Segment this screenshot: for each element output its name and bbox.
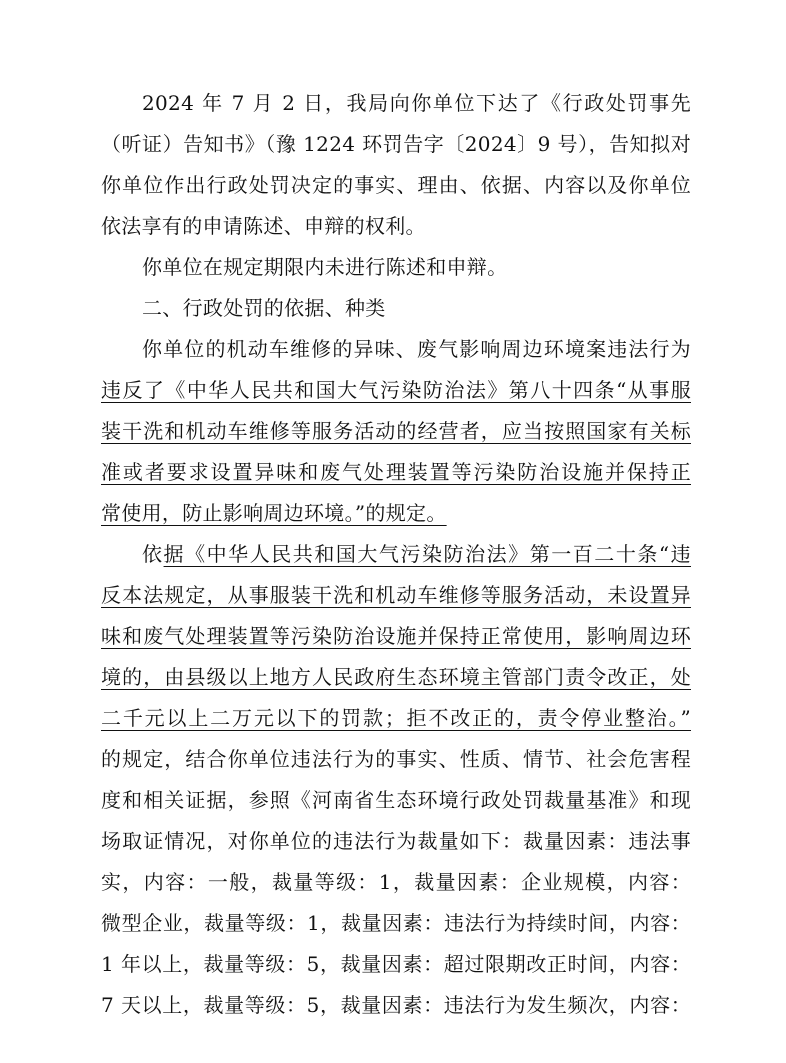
text-line: 你单位的机动车维修的异味、废气影响周边环境案违法行为 — [142, 337, 691, 361]
text-line: 你单位作出行政处罚决定的事实、理由、依据、内容以及你单位 — [101, 173, 691, 197]
text-line: 你单位在规定期限内未进行陈述和申辩。 — [142, 255, 508, 279]
text-line: 依法享有的申请陈述、申辩的权利。 — [101, 214, 426, 238]
underlined-line: 境的，由县级以上地方人民政府生态环境主管部门责令改正，处 — [101, 665, 691, 689]
underlined-line: 反本法规定，从事服装干洗和机动车维修等服务活动，未设置异 — [101, 583, 691, 607]
underlined-line: 味和废气处理装置等污染防治设施并保持正常使用，影响周边环 — [101, 624, 691, 648]
underlined-line: 常使用，防止影响周边环境。”的规定。 — [101, 501, 447, 525]
underlined-line: 违反了《中华人民共和国大气污染防治法》第八十四条“从事服 — [101, 378, 691, 402]
text-line: 度和相关证据，参照《河南省生态环境行政处罚裁量基准》和现 — [101, 788, 691, 812]
text-line: 2024 年 7 月 2 日，我局向你单位下达了《行政处罚事先 — [142, 91, 691, 115]
underlined-line: 准或者要求设置异味和废气处理装置等污染防治设施并保持正 — [101, 460, 691, 484]
text-line: 实，内容：一般，裁量等级：1，裁量因素：企业规模，内容： — [101, 870, 691, 894]
text-line: 7 天以上，裁量等级：5，裁量因素：违法行为发生频次，内容： — [101, 993, 691, 1017]
section-heading: 二、行政处罚的依据、种类 — [142, 296, 386, 320]
underlined-line: 二千元以上二万元以下的罚款；拒不改正的，责令停业整治。” — [101, 706, 691, 730]
text-line: （听证）告知书》（豫 1224 环罚告字〔2024〕9 号），告知拟对 — [101, 132, 691, 156]
underlined-line: 装干洗和机动车维修等服务活动的经营者，应当按照国家有关标 — [101, 419, 691, 443]
text-line: 1 年以上，裁量等级：5，裁量因素：超过限期改正时间，内容： — [101, 952, 691, 976]
text-line: 的规定，结合你单位违法行为的事实、性质、情节、社会危害程 — [101, 747, 691, 771]
text-line: 微型企业，裁量等级：1，裁量因素：违法行为持续时间，内容： — [101, 911, 691, 935]
text-line: 依据《中华人民共和国大气污染防治法》第一百二十条“违 — [142, 542, 691, 566]
text-line: 场取证情况，对你单位的违法行为裁量如下：裁量因素：违法事 — [101, 829, 691, 853]
